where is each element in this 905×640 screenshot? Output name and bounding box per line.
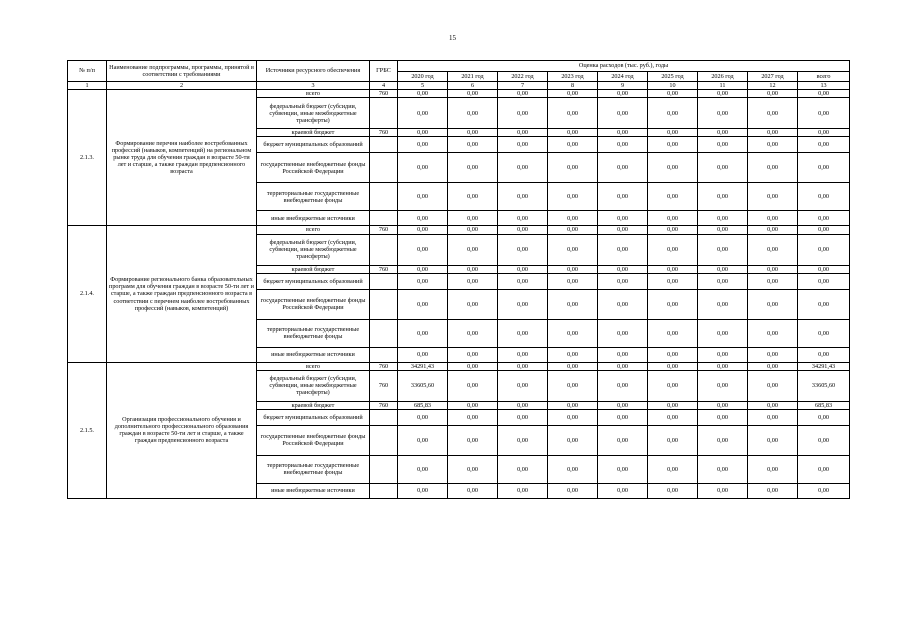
- year-value: 0,00: [398, 234, 448, 265]
- year-value: 0,00: [448, 211, 498, 226]
- year-value: 0,00: [748, 153, 798, 183]
- header-total: всего: [798, 72, 850, 82]
- grbs-code: [370, 234, 398, 265]
- year-value: 0,00: [398, 319, 448, 347]
- year-value: 685,83: [398, 401, 448, 409]
- year-value: 0,00: [648, 273, 698, 289]
- grbs-code: [370, 211, 398, 226]
- table-row: [68, 226, 850, 234]
- total-value: 0,00: [798, 319, 850, 347]
- grbs-code: [370, 347, 398, 362]
- column-number: 1: [68, 82, 107, 90]
- year-value: 0,00: [548, 401, 598, 409]
- expenditure-table: [67, 60, 850, 499]
- year-value: 0,00: [598, 362, 648, 370]
- year-value: 0,00: [748, 425, 798, 455]
- year-value: 0,00: [448, 455, 498, 483]
- year-value: 0,00: [598, 409, 648, 425]
- year-value: 0,00: [398, 273, 448, 289]
- total-value: 34291,43: [798, 362, 850, 370]
- year-value: 0,00: [498, 129, 548, 137]
- year-value: 0,00: [448, 183, 498, 211]
- year-value: 0,00: [698, 98, 748, 129]
- year-value: 0,00: [548, 370, 598, 401]
- year-value: 0,00: [548, 289, 598, 319]
- column-number: 6: [448, 82, 498, 90]
- total-value: 0,00: [798, 129, 850, 137]
- funding-source: государственные внебюджетные фонды Российской Федерации: [257, 153, 370, 183]
- year-value: 0,00: [498, 401, 548, 409]
- year-value: 0,00: [498, 153, 548, 183]
- year-value: 0,00: [598, 347, 648, 362]
- year-value: 0,00: [698, 370, 748, 401]
- year-value: 0,00: [448, 483, 498, 498]
- header-year: 2026 год: [698, 72, 748, 82]
- year-value: 0,00: [698, 211, 748, 226]
- grbs-code: [370, 289, 398, 319]
- total-value: 0,00: [798, 347, 850, 362]
- year-value: 0,00: [598, 183, 648, 211]
- column-number: 3: [257, 82, 370, 90]
- year-value: 0,00: [698, 265, 748, 273]
- year-value: 0,00: [448, 90, 498, 98]
- grbs-code: 760: [370, 226, 398, 234]
- year-value: 0,00: [448, 370, 498, 401]
- header-year: 2027 год: [748, 72, 798, 82]
- year-value: 0,00: [748, 319, 798, 347]
- year-value: 0,00: [498, 362, 548, 370]
- year-value: 0,00: [548, 98, 598, 129]
- year-value: 0,00: [448, 98, 498, 129]
- grbs-code: [370, 483, 398, 498]
- year-value: 0,00: [698, 347, 748, 362]
- year-value: 0,00: [648, 362, 698, 370]
- grbs-code: 760: [370, 370, 398, 401]
- column-number: 13: [798, 82, 850, 90]
- grbs-code: [370, 137, 398, 153]
- total-value: 0,00: [798, 265, 850, 273]
- year-value: 0,00: [648, 401, 698, 409]
- year-value: 0,00: [698, 289, 748, 319]
- year-value: 0,00: [648, 370, 698, 401]
- year-value: 0,00: [548, 319, 598, 347]
- funding-source: краевой бюджет: [257, 401, 370, 409]
- year-value: 0,00: [398, 98, 448, 129]
- year-value: 0,00: [748, 273, 798, 289]
- year-value: 0,00: [598, 137, 648, 153]
- year-value: 0,00: [648, 183, 698, 211]
- total-value: 0,00: [798, 289, 850, 319]
- year-value: 0,00: [598, 483, 648, 498]
- year-value: 0,00: [498, 137, 548, 153]
- column-number: 8: [548, 82, 598, 90]
- year-value: 0,00: [498, 370, 548, 401]
- year-value: 0,00: [698, 226, 748, 234]
- column-number: 4: [370, 82, 398, 90]
- year-value: 0,00: [698, 153, 748, 183]
- year-value: 0,00: [398, 90, 448, 98]
- year-value: 0,00: [498, 455, 548, 483]
- year-value: 0,00: [748, 289, 798, 319]
- year-value: 0,00: [448, 289, 498, 319]
- year-value: 0,00: [398, 183, 448, 211]
- year-value: 0,00: [448, 226, 498, 234]
- year-value: 0,00: [748, 265, 798, 273]
- year-value: 0,00: [498, 273, 548, 289]
- year-value: 0,00: [698, 137, 748, 153]
- grbs-code: [370, 319, 398, 347]
- funding-source: федеральный бюджет (субсидии, субвенции, иные межбюджетные трансферты): [257, 370, 370, 401]
- year-value: 0,00: [698, 129, 748, 137]
- year-value: 0,00: [448, 273, 498, 289]
- year-value: 0,00: [748, 347, 798, 362]
- year-value: 0,00: [448, 347, 498, 362]
- year-value: 0,00: [498, 319, 548, 347]
- column-number: 9: [598, 82, 648, 90]
- year-value: 0,00: [748, 137, 798, 153]
- year-value: 0,00: [398, 483, 448, 498]
- year-value: 0,00: [648, 289, 698, 319]
- year-value: 0,00: [498, 425, 548, 455]
- year-value: 0,00: [748, 370, 798, 401]
- year-value: 0,00: [648, 90, 698, 98]
- header-year: 2024 год: [598, 72, 648, 82]
- year-value: 0,00: [748, 98, 798, 129]
- year-value: 0,00: [548, 347, 598, 362]
- year-value: 0,00: [648, 211, 698, 226]
- column-number: 5: [398, 82, 448, 90]
- funding-source: иные внебюджетные источники: [257, 483, 370, 498]
- year-value: 0,00: [448, 129, 498, 137]
- total-value: 33605,60: [798, 370, 850, 401]
- funding-source: иные внебюджетные источники: [257, 347, 370, 362]
- year-value: 0,00: [648, 129, 698, 137]
- column-number: 10: [648, 82, 698, 90]
- year-value: 0,00: [398, 226, 448, 234]
- year-value: 0,00: [448, 362, 498, 370]
- funding-source: бюджет муниципальных образований: [257, 137, 370, 153]
- section-number: 2.1.4.: [68, 226, 107, 362]
- year-value: 0,00: [548, 234, 598, 265]
- year-value: 0,00: [648, 153, 698, 183]
- header-year: 2021 год: [448, 72, 498, 82]
- total-value: 0,00: [798, 425, 850, 455]
- header-year: 2023 год: [548, 72, 598, 82]
- year-value: 0,00: [698, 183, 748, 211]
- section-name: Формирование перечня наиболее востребованных профессий (навыков, компетенций) на региональном рынке труда для обучения граждан в возрасте 50-ти лет и старше, а также граждан предпенсионного возраста: [107, 90, 257, 226]
- year-value: 0,00: [548, 455, 598, 483]
- total-value: 0,00: [798, 183, 850, 211]
- header-source: Источники ресурсного обеспечения: [257, 61, 370, 82]
- year-value: 0,00: [648, 425, 698, 455]
- year-value: 0,00: [648, 319, 698, 347]
- total-value: 0,00: [798, 90, 850, 98]
- year-value: 0,00: [648, 409, 698, 425]
- year-value: 0,00: [548, 265, 598, 273]
- year-value: 0,00: [548, 226, 598, 234]
- year-value: 0,00: [548, 409, 598, 425]
- page-number: 15: [449, 34, 456, 42]
- total-value: 0,00: [798, 137, 850, 153]
- year-value: 0,00: [498, 289, 548, 319]
- year-value: 0,00: [398, 129, 448, 137]
- funding-source: территориальные государственные внебюджетные фонды: [257, 455, 370, 483]
- year-value: 0,00: [598, 90, 648, 98]
- year-value: 0,00: [698, 362, 748, 370]
- year-value: 0,00: [398, 409, 448, 425]
- year-value: 0,00: [398, 455, 448, 483]
- year-value: 0,00: [598, 265, 648, 273]
- year-value: 0,00: [498, 483, 548, 498]
- funding-source: федеральный бюджет (субсидии, субвенции, иные межбюджетные трансферты): [257, 98, 370, 129]
- total-value: 0,00: [798, 273, 850, 289]
- year-value: 0,00: [648, 234, 698, 265]
- year-value: 0,00: [398, 289, 448, 319]
- total-value: 0,00: [798, 455, 850, 483]
- grbs-code: [370, 409, 398, 425]
- year-value: 0,00: [498, 226, 548, 234]
- funding-source: государственные внебюджетные фонды Российской Федерации: [257, 425, 370, 455]
- year-value: 0,00: [598, 273, 648, 289]
- year-value: 0,00: [598, 153, 648, 183]
- year-value: 0,00: [498, 183, 548, 211]
- year-value: 0,00: [698, 409, 748, 425]
- year-value: 0,00: [548, 425, 598, 455]
- year-value: 0,00: [448, 409, 498, 425]
- year-value: 0,00: [598, 370, 648, 401]
- year-value: 0,00: [498, 98, 548, 129]
- year-value: 0,00: [498, 234, 548, 265]
- column-number: 12: [748, 82, 798, 90]
- year-value: 0,00: [598, 289, 648, 319]
- year-value: 0,00: [598, 211, 648, 226]
- total-value: 0,00: [798, 226, 850, 234]
- table-row: [68, 362, 850, 370]
- year-value: 0,00: [748, 129, 798, 137]
- year-value: 0,00: [698, 90, 748, 98]
- header-year: 2020 год: [398, 72, 448, 82]
- grbs-code: [370, 153, 398, 183]
- year-value: 0,00: [448, 401, 498, 409]
- grbs-code: 760: [370, 265, 398, 273]
- funding-source: всего: [257, 90, 370, 98]
- year-value: 0,00: [548, 273, 598, 289]
- year-value: 0,00: [698, 401, 748, 409]
- section-number: 2.1.3.: [68, 90, 107, 226]
- funding-source: всего: [257, 226, 370, 234]
- section-number: 2.1.5.: [68, 362, 107, 498]
- year-value: 0,00: [598, 129, 648, 137]
- funding-source: бюджет муниципальных образований: [257, 409, 370, 425]
- year-value: 0,00: [598, 401, 648, 409]
- header-grbs: ГРБС: [370, 61, 398, 82]
- year-value: 0,00: [398, 265, 448, 273]
- year-value: 0,00: [648, 347, 698, 362]
- year-value: 0,00: [598, 226, 648, 234]
- year-value: 0,00: [448, 234, 498, 265]
- year-value: 0,00: [598, 455, 648, 483]
- header-name: Наименование подпрограммы, программы, принятой в соответствии с требованиями: [107, 61, 257, 82]
- year-value: 0,00: [748, 234, 798, 265]
- year-value: 0,00: [748, 211, 798, 226]
- year-value: 0,00: [748, 409, 798, 425]
- table-row: [68, 90, 850, 98]
- column-number: 11: [698, 82, 748, 90]
- year-value: 0,00: [448, 137, 498, 153]
- year-value: 0,00: [548, 362, 598, 370]
- grbs-code: 760: [370, 401, 398, 409]
- year-value: 0,00: [748, 90, 798, 98]
- year-value: 0,00: [548, 183, 598, 211]
- year-value: 0,00: [498, 265, 548, 273]
- year-value: 0,00: [548, 153, 598, 183]
- year-value: 0,00: [698, 425, 748, 455]
- year-value: 0,00: [398, 347, 448, 362]
- funding-source: территориальные государственные внебюджетные фонды: [257, 183, 370, 211]
- grbs-code: 760: [370, 90, 398, 98]
- year-value: 0,00: [748, 362, 798, 370]
- year-value: 0,00: [548, 211, 598, 226]
- section-name: Формирование регионального банка образовательных программ для обучения граждан в возрасте 50-ти лет и старше, а также граждан предпенсионного возраста в соответствии с перечнем наиболее востребованных профессий (навыков, компетенций): [107, 226, 257, 362]
- year-value: 0,00: [648, 265, 698, 273]
- funding-source: краевой бюджет: [257, 265, 370, 273]
- grbs-code: 760: [370, 129, 398, 137]
- year-value: 0,00: [448, 153, 498, 183]
- year-value: 0,00: [548, 137, 598, 153]
- year-value: 0,00: [648, 98, 698, 129]
- funding-source: территориальные государственные внебюджетные фонды: [257, 319, 370, 347]
- total-value: 0,00: [798, 409, 850, 425]
- year-value: 0,00: [548, 483, 598, 498]
- funding-source: краевой бюджет: [257, 129, 370, 137]
- header-num: № п/п: [68, 61, 107, 82]
- grbs-code: [370, 183, 398, 211]
- header-estimate: Оценка расходов (тыс. руб.), годы: [398, 61, 850, 72]
- year-value: 33605,60: [398, 370, 448, 401]
- year-value: 0,00: [698, 234, 748, 265]
- year-value: 0,00: [748, 401, 798, 409]
- grbs-code: [370, 455, 398, 483]
- year-value: 0,00: [648, 483, 698, 498]
- year-value: 0,00: [748, 183, 798, 211]
- funding-source: иные внебюджетные источники: [257, 211, 370, 226]
- year-value: 0,00: [398, 211, 448, 226]
- section-name: Организация профессионального обучения и дополнительного профессионального образования граждан в возрасте 50-ти лет и старше, а также граждан предпенсионного возраста: [107, 362, 257, 498]
- year-value: 0,00: [598, 98, 648, 129]
- total-value: 0,00: [798, 483, 850, 498]
- funding-source: всего: [257, 362, 370, 370]
- year-value: 0,00: [598, 319, 648, 347]
- column-number: 2: [107, 82, 257, 90]
- year-value: 0,00: [448, 425, 498, 455]
- year-value: 0,00: [448, 265, 498, 273]
- year-value: 0,00: [748, 483, 798, 498]
- year-value: 0,00: [648, 226, 698, 234]
- year-value: 0,00: [498, 90, 548, 98]
- year-value: 0,00: [398, 153, 448, 183]
- year-value: 34291,43: [398, 362, 448, 370]
- grbs-code: [370, 273, 398, 289]
- grbs-code: 760: [370, 362, 398, 370]
- year-value: 0,00: [698, 319, 748, 347]
- year-value: 0,00: [548, 90, 598, 98]
- funding-source: государственные внебюджетные фонды Российской Федерации: [257, 289, 370, 319]
- total-value: 685,83: [798, 401, 850, 409]
- total-value: 0,00: [798, 234, 850, 265]
- year-value: 0,00: [548, 129, 598, 137]
- year-value: 0,00: [448, 319, 498, 347]
- funding-source: федеральный бюджет (субсидии, субвенции, иные межбюджетные трансферты): [257, 234, 370, 265]
- year-value: 0,00: [748, 455, 798, 483]
- header-year: 2022 год: [498, 72, 548, 82]
- year-value: 0,00: [498, 211, 548, 226]
- column-number: 7: [498, 82, 548, 90]
- year-value: 0,00: [498, 409, 548, 425]
- year-value: 0,00: [498, 347, 548, 362]
- year-value: 0,00: [398, 137, 448, 153]
- total-value: 0,00: [798, 211, 850, 226]
- total-value: 0,00: [798, 98, 850, 129]
- year-value: 0,00: [648, 137, 698, 153]
- grbs-code: [370, 98, 398, 129]
- year-value: 0,00: [698, 273, 748, 289]
- grbs-code: [370, 425, 398, 455]
- year-value: 0,00: [648, 455, 698, 483]
- year-value: 0,00: [698, 455, 748, 483]
- year-value: 0,00: [698, 483, 748, 498]
- year-value: 0,00: [598, 425, 648, 455]
- header-year: 2025 год: [648, 72, 698, 82]
- year-value: 0,00: [398, 425, 448, 455]
- funding-source: бюджет муниципальных образований: [257, 273, 370, 289]
- year-value: 0,00: [748, 226, 798, 234]
- year-value: 0,00: [598, 234, 648, 265]
- total-value: 0,00: [798, 153, 850, 183]
